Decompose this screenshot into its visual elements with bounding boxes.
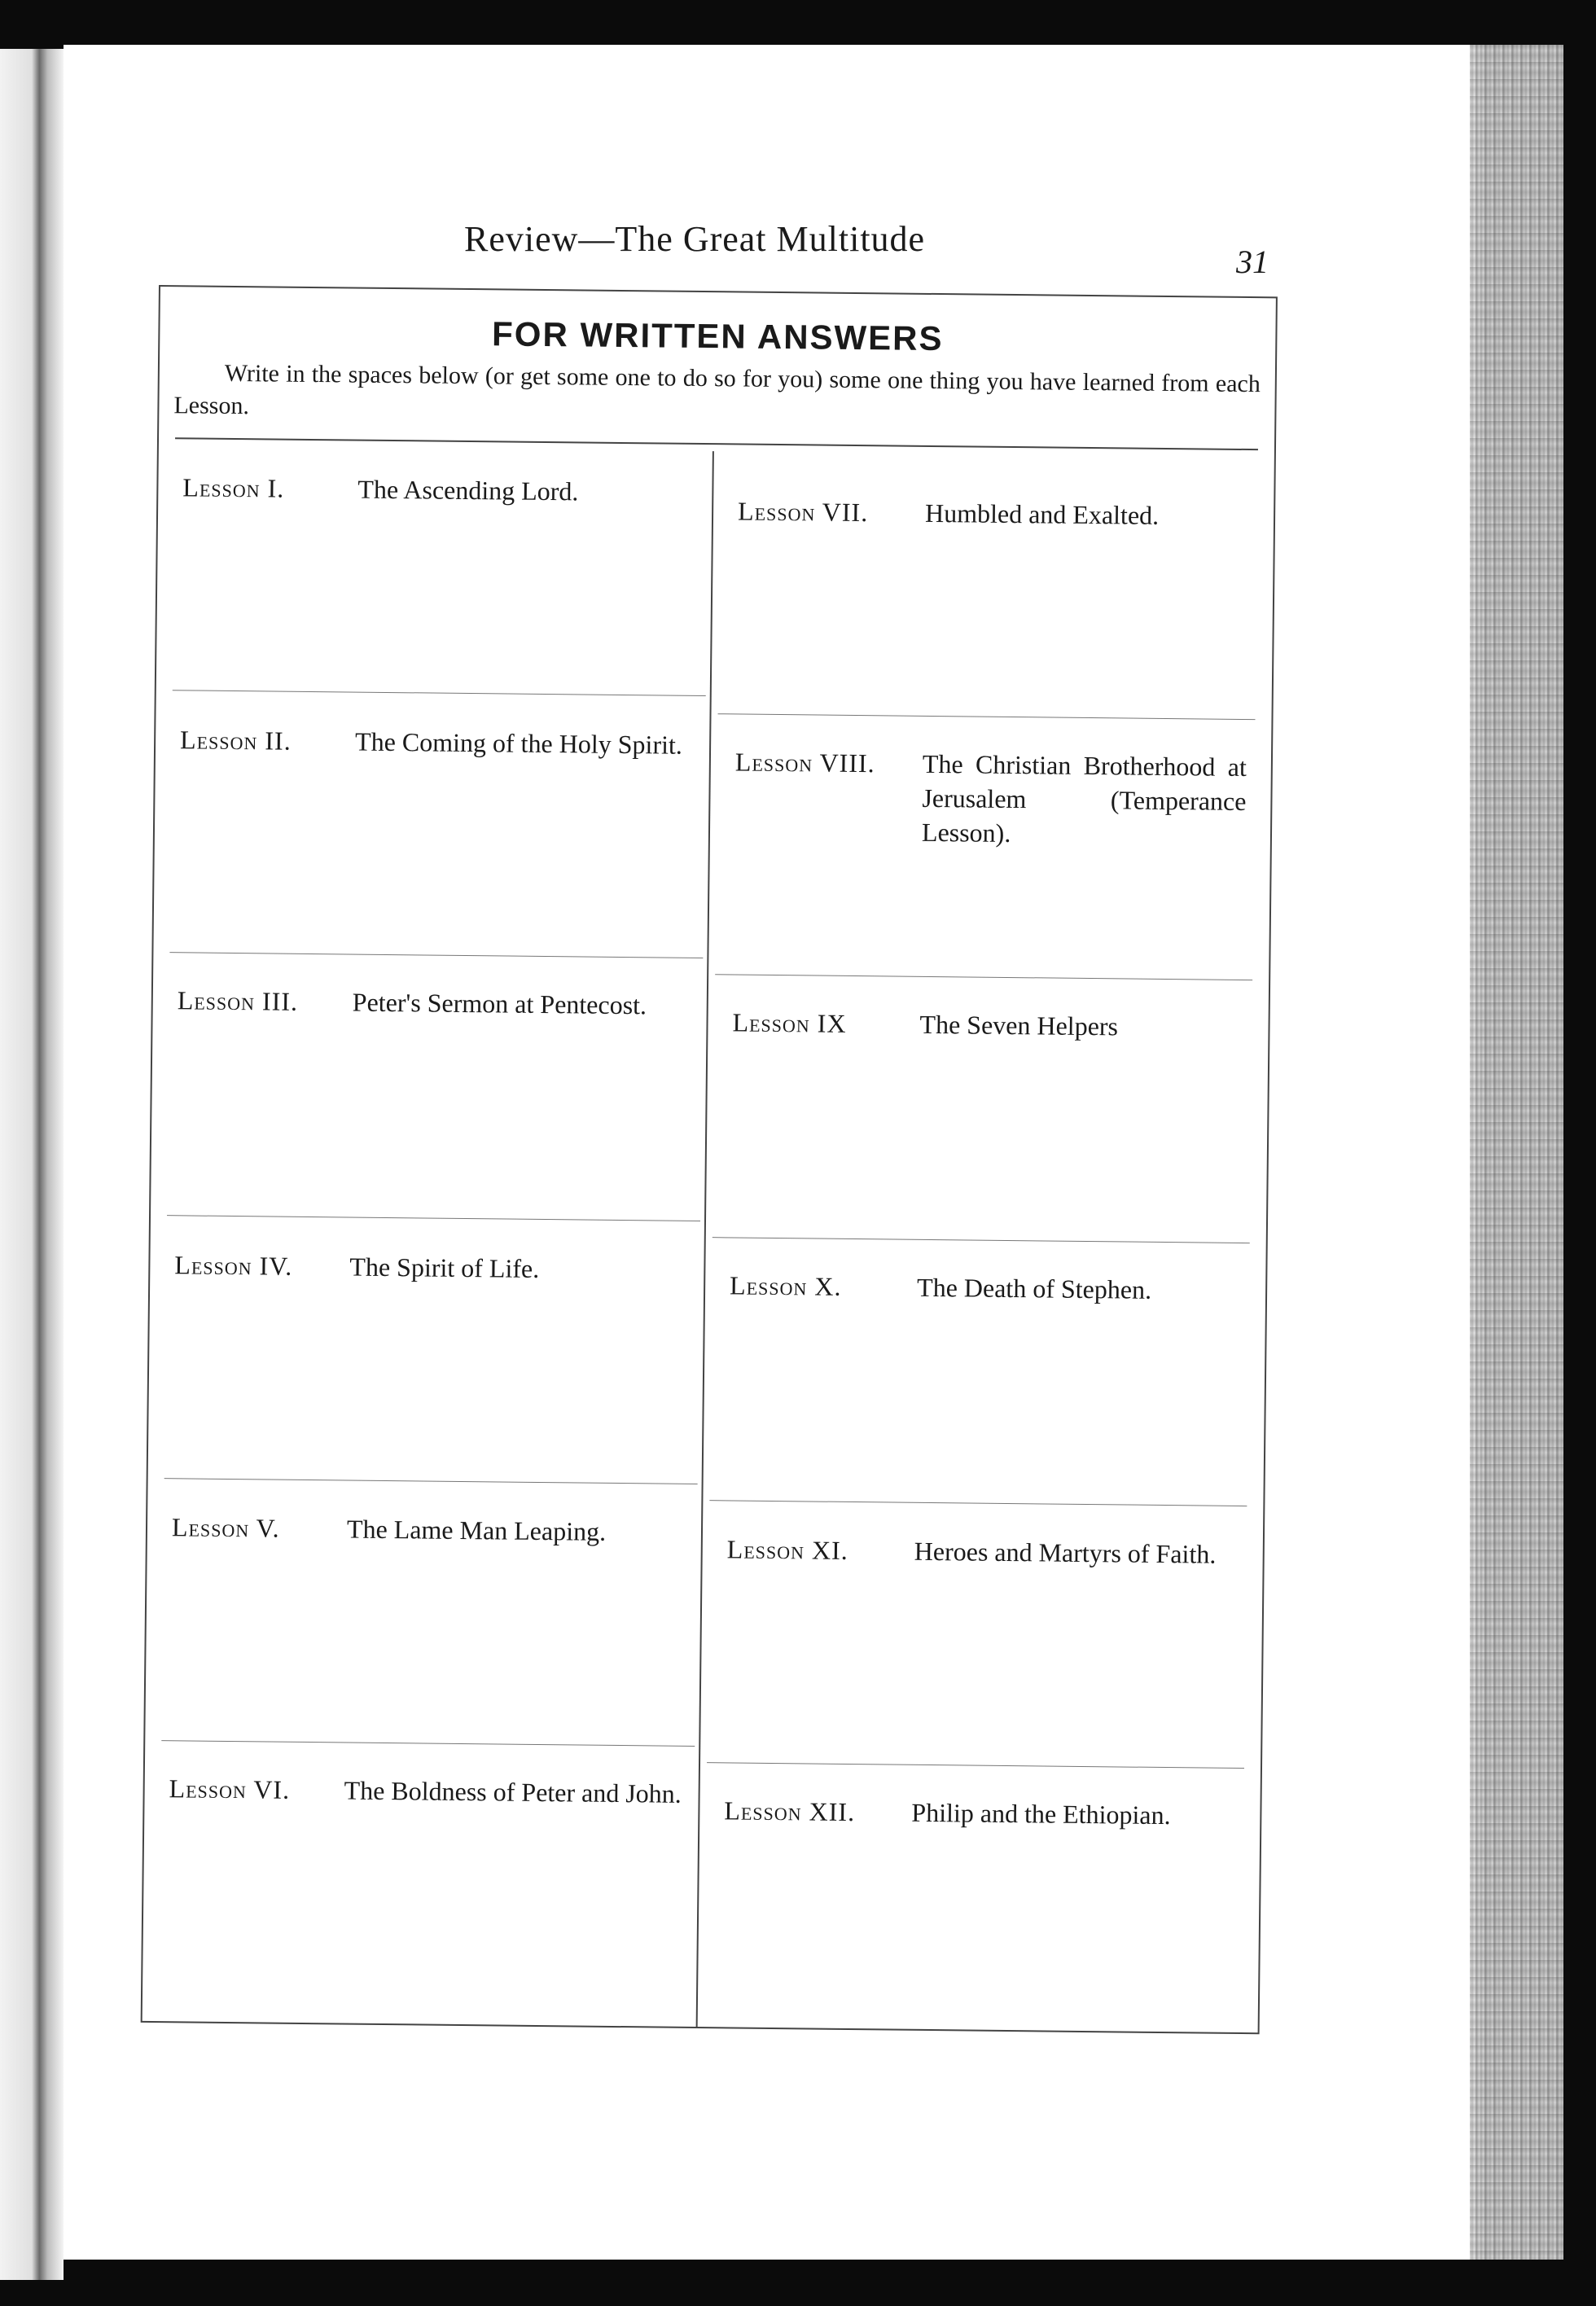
column-divider <box>696 451 714 2027</box>
written-answers-box <box>141 285 1278 2034</box>
row-separator <box>712 1237 1250 1243</box>
lesson-cell <box>171 1510 693 1546</box>
lesson-cell <box>726 1532 1239 1569</box>
lesson-label: Lesson X. <box>729 1270 842 1301</box>
row-separator <box>161 1740 695 1747</box>
lesson-title: Heroes and Martyrs of Faith. <box>914 1536 1217 1569</box>
lesson-label: Lesson XII. <box>724 1795 856 1827</box>
row-separator <box>718 713 1256 720</box>
page-number: 31 <box>1236 243 1269 280</box>
row-separator <box>169 952 703 958</box>
lesson-title: Philip and the Ethiopian. <box>911 1797 1171 1830</box>
lesson-cell <box>724 1793 1236 1830</box>
left-page-edge <box>0 49 64 2280</box>
lesson-label: Lesson I. <box>182 472 285 503</box>
lesson-cell <box>179 722 701 760</box>
lesson-title: The Death of Stephen. <box>916 1272 1152 1304</box>
lesson-title: Humbled and Exalted. <box>924 498 1160 530</box>
row-separator <box>173 690 706 696</box>
row-separator <box>709 1500 1247 1506</box>
lesson-title: The Lame Man Leaping. <box>346 1514 607 1546</box>
instructions-text: Write in the spaces below (or get some one to do so for you) some one thing you have learned from each Lesson. <box>173 359 1261 420</box>
lesson-title: The Seven Helpers <box>919 1009 1119 1041</box>
lesson-cell <box>169 1771 691 1808</box>
lesson-label: Lesson IV. <box>174 1250 293 1281</box>
lesson-title: The Ascending Lord. <box>357 474 579 506</box>
lesson-cell <box>734 744 1247 848</box>
lesson-label: Lesson III. <box>177 985 299 1016</box>
lesson-label: Lesson V. <box>171 1512 280 1543</box>
page-stack-edge <box>1470 45 1563 2260</box>
lesson-cell <box>182 470 704 506</box>
lesson-cell <box>729 1268 1241 1304</box>
box-title: FOR WRITTEN ANSWERS <box>491 314 944 358</box>
lesson-cell <box>174 1247 696 1283</box>
lesson-label: Lesson II. <box>179 725 292 756</box>
row-separator <box>715 974 1252 980</box>
row-separator <box>164 1478 698 1484</box>
running-head: Review—The Great Multitude <box>464 219 926 259</box>
row-separator <box>707 1762 1244 1769</box>
lesson-cell <box>177 983 699 1020</box>
lesson-title: The Boldness of Peter and John. <box>344 1775 682 1808</box>
lesson-title: Peter's Sermon at Pentecost. <box>352 987 647 1020</box>
lesson-label: Lesson VII. <box>737 496 869 528</box>
lesson-grid <box>142 445 1274 2032</box>
lesson-title: The Coming of the Holy Spirit. <box>354 726 683 760</box>
lesson-title: The Spirit of Life. <box>349 1252 540 1283</box>
lesson-label: Lesson VI. <box>169 1773 291 1804</box>
row-separator <box>167 1215 700 1221</box>
lesson-cell <box>737 493 1249 530</box>
lesson-label: Lesson XI. <box>726 1534 848 1565</box>
lesson-label: Lesson VIII. <box>734 747 875 778</box>
lesson-label: Lesson IX <box>732 1007 847 1038</box>
lesson-title: The Christian Brotherhood at Jerusalem (Temperance Lesson). <box>921 748 1247 848</box>
lesson-cell <box>732 1005 1244 1041</box>
